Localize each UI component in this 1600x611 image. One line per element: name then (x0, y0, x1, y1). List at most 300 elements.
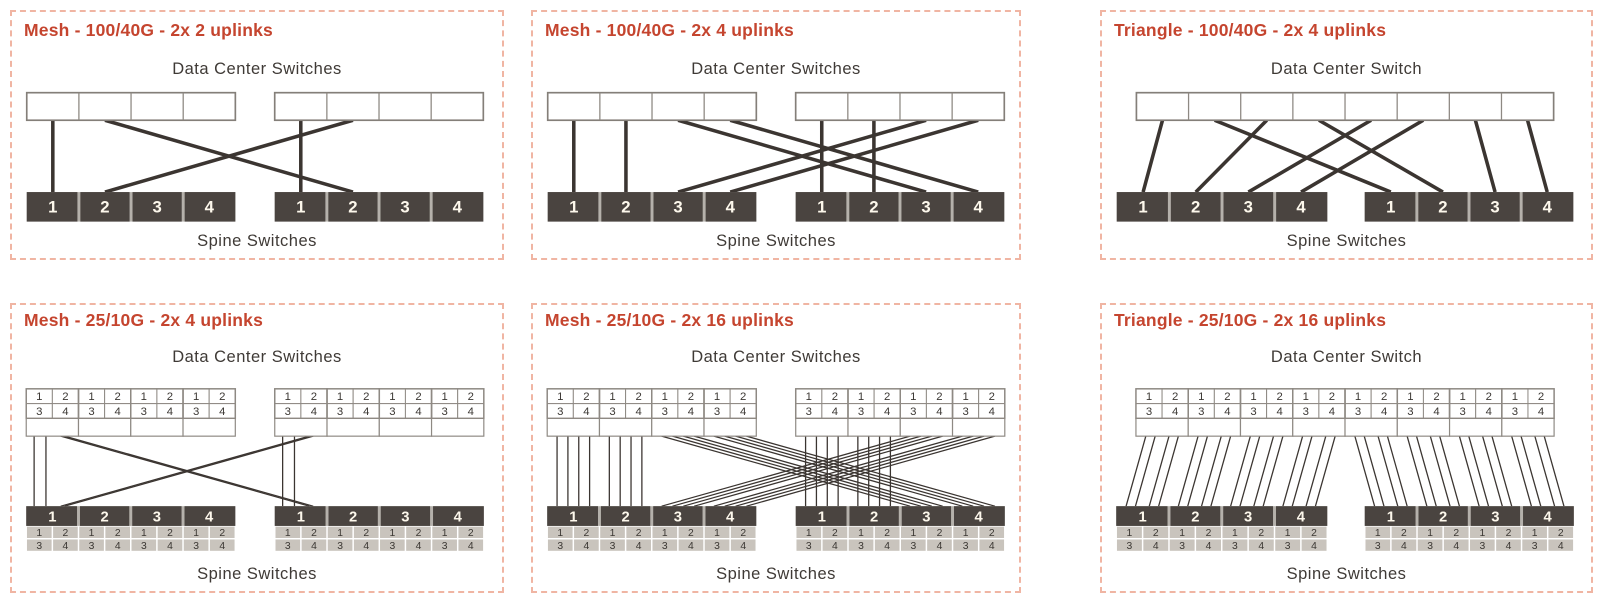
port-number: 4 (1433, 405, 1440, 418)
spine-port-number: 4 (936, 540, 943, 552)
data-center-switch (275, 389, 484, 436)
spine-port-number: 3 (714, 540, 720, 552)
spine-port-number: 4 (1401, 540, 1407, 552)
uplink-slot (1450, 418, 1502, 436)
data-center-switch-label: Data Center Switch (1270, 60, 1423, 78)
port-number: 3 (1250, 405, 1257, 418)
port-number: 2 (1485, 391, 1492, 404)
spine-number: 1 (296, 197, 306, 217)
spine-port-number: 1 (1179, 527, 1186, 539)
data-center-switch (27, 93, 236, 121)
uplink-cable (1459, 436, 1479, 506)
uplink-cable (1248, 120, 1371, 192)
port-number: 3 (1407, 405, 1414, 418)
spine-port-number: 2 (114, 527, 121, 539)
uplink-slot (900, 418, 952, 436)
spine-port-number: 3 (1427, 540, 1433, 552)
uplink-cables (574, 120, 978, 192)
spine-port-number: 3 (1232, 540, 1238, 552)
port-number: 2 (114, 391, 121, 404)
port-number: 4 (1276, 405, 1283, 418)
spine-number: 4 (726, 509, 735, 526)
spine-port-number: 1 (962, 527, 969, 539)
port-number: 4 (467, 405, 474, 418)
uplink-cable (1263, 436, 1283, 506)
spine-port-number: 1 (805, 527, 812, 539)
spine-port-number: 3 (284, 540, 291, 552)
uplink-slot (953, 418, 1005, 436)
spine-port-number: 4 (114, 540, 121, 552)
spine-number: 1 (1138, 509, 1147, 526)
uplink-slot (1397, 418, 1449, 436)
spine-port-number: 1 (1126, 527, 1133, 539)
port-number: 3 (857, 405, 865, 418)
port-number: 2 (310, 391, 318, 404)
spine-number: 4 (453, 509, 462, 526)
spine-port-number: 3 (389, 540, 396, 552)
port-number: 1 (1407, 391, 1414, 404)
port-number: 1 (36, 391, 43, 404)
spine-port-number: 4 (467, 540, 474, 552)
spine-port-number: 3 (1479, 540, 1486, 552)
spine-number: 4 (1543, 509, 1552, 526)
port-number: 4 (1485, 405, 1492, 418)
spine-port-number: 2 (635, 527, 642, 539)
uplink-cable (1512, 436, 1532, 506)
spine-number: 3 (922, 509, 931, 526)
spine-port-number: 3 (1531, 540, 1538, 552)
port-number: 1 (962, 391, 969, 404)
spine-port-number: 2 (1505, 527, 1512, 539)
spine-port-number: 1 (910, 527, 917, 539)
spine-port-number: 4 (1152, 540, 1159, 552)
spine-port-number: 3 (36, 540, 43, 552)
data-center-switch (26, 389, 235, 436)
spine-port-number: 3 (441, 540, 448, 552)
spine-port-number: 4 (635, 540, 642, 552)
port-number: 2 (219, 391, 226, 404)
spine-number: 3 (401, 509, 410, 526)
port-number: 4 (740, 405, 747, 418)
port-number: 3 (36, 405, 43, 418)
spine-port-number: 4 (884, 540, 891, 552)
port-number: 2 (363, 391, 370, 404)
spine-number: 1 (296, 509, 306, 526)
spine-switch-group (1116, 506, 1327, 552)
panel-mesh-100-40g-2x-2-uplinks (10, 10, 504, 260)
port-number: 3 (192, 405, 200, 418)
spine-port-number: 4 (1557, 540, 1564, 552)
port-number: 3 (805, 405, 812, 418)
spine-port-number: 2 (740, 527, 747, 539)
spine-port-number: 4 (583, 540, 590, 552)
spine-port-number: 4 (740, 540, 747, 552)
port-number: 4 (415, 405, 422, 418)
uplink-slot (547, 418, 599, 436)
port-number: 1 (1354, 391, 1362, 404)
uplink-slot (183, 418, 235, 436)
spine-port-number: 2 (62, 527, 69, 539)
port-number: 3 (88, 405, 95, 418)
spine-port-number: 1 (1427, 527, 1433, 539)
port-number: 3 (441, 405, 448, 418)
spine-number: 3 (152, 197, 162, 217)
port-number: 4 (1224, 405, 1231, 418)
port-number: 4 (1537, 405, 1545, 418)
spine-port-number: 2 (467, 527, 474, 539)
spine-number: 4 (1542, 197, 1552, 217)
data-center-switches-label: Data Center Switches (172, 60, 342, 78)
topology-diagram (12, 12, 502, 258)
spine-port-number: 1 (193, 527, 199, 539)
port-number: 4 (988, 405, 995, 418)
port-number: 2 (1381, 391, 1388, 404)
panel-mesh-25-10g-2x-16-uplinks (531, 303, 1021, 593)
uplink-cable (1475, 120, 1495, 192)
spine-port-number: 2 (1557, 527, 1564, 539)
data-center-switches-label: Data Center Switches (691, 60, 861, 78)
port-number: 4 (635, 405, 642, 418)
spine-port-number: 4 (62, 540, 69, 552)
uplink-cables (1126, 436, 1564, 506)
panel-title: Mesh - 100/40G - 2x 4 uplinks (545, 20, 794, 40)
spine-port-number: 2 (167, 527, 173, 539)
spine-switch-group (1365, 506, 1574, 552)
data-center-switches-label: Data Center Switches (172, 348, 342, 366)
port-number: 2 (1328, 391, 1336, 404)
data-center-switch (275, 93, 484, 121)
spine-port-number: 2 (936, 527, 943, 539)
spine-port-number: 3 (193, 540, 199, 552)
uplink-slot (26, 418, 78, 436)
port-number: 2 (1433, 391, 1440, 404)
port-number: 2 (166, 391, 174, 404)
port-number: 3 (1459, 405, 1466, 418)
spine-number: 2 (869, 197, 879, 217)
spine-switch-group (796, 506, 1005, 552)
uplink-cable (1407, 436, 1427, 506)
spine-switch-group (548, 192, 757, 222)
port-number: 1 (1145, 391, 1153, 404)
port-number: 1 (441, 391, 448, 404)
port-number: 1 (857, 391, 865, 404)
port-number: 1 (389, 391, 396, 404)
port-number: 4 (62, 405, 69, 418)
port-number: 3 (1198, 405, 1205, 418)
port-number: 2 (583, 391, 590, 404)
port-number: 1 (88, 391, 95, 404)
spine-port-number: 1 (1531, 527, 1538, 539)
data-center-switch (796, 93, 1005, 121)
spine-number: 2 (621, 197, 631, 217)
spine-port-number: 4 (988, 540, 995, 552)
uplink-cable (1544, 436, 1564, 506)
spine-number: 1 (817, 197, 827, 217)
uplink-cable (1211, 436, 1231, 506)
port-number: 1 (1198, 391, 1205, 404)
port-number: 3 (336, 405, 344, 418)
spine-port-number: 2 (363, 527, 370, 539)
uplink-cable (1231, 436, 1251, 506)
panel-title: Triangle - 100/40G - 2x 4 uplinks (1114, 20, 1387, 40)
uplink-cable (1387, 436, 1407, 506)
port-number: 1 (910, 391, 917, 404)
spine-port-number: 3 (1284, 540, 1291, 552)
spine-switch-group (27, 192, 236, 222)
uplink-slot (432, 418, 484, 436)
spine-number: 2 (100, 197, 110, 217)
data-center-switch (1136, 93, 1553, 121)
port-number: 4 (114, 405, 121, 418)
panel-mesh-25-10g-2x-4-uplinks (10, 303, 504, 593)
spine-number: 2 (1191, 197, 1201, 217)
uplink-slot (327, 418, 379, 436)
spine-port-number: 2 (415, 527, 422, 539)
spine-port-number: 2 (988, 527, 995, 539)
port-number: 4 (687, 405, 695, 418)
spine-number: 4 (1296, 509, 1306, 526)
port-number: 3 (910, 405, 917, 418)
spine-port-number: 1 (609, 527, 616, 539)
uplink-slot (848, 418, 900, 436)
spine-number: 2 (100, 509, 109, 526)
spine-number: 3 (400, 197, 410, 217)
spine-switches-label: Spine Switches (1286, 565, 1407, 583)
spine-number: 1 (1386, 509, 1395, 526)
spine-port-number: 1 (140, 527, 147, 539)
spine-port-number: 2 (884, 527, 891, 539)
data-center-switch (796, 389, 1005, 436)
spine-number: 3 (1244, 509, 1253, 526)
spine-port-number: 1 (1479, 527, 1486, 539)
spine-port-number: 2 (583, 527, 590, 539)
spine-port-number: 3 (88, 540, 95, 552)
port-number: 3 (1302, 405, 1309, 418)
spine-number: 2 (621, 509, 630, 526)
spine-port-number: 4 (363, 540, 370, 552)
spine-port-number: 1 (36, 527, 43, 539)
port-number: 3 (557, 405, 564, 418)
port-number: 3 (713, 405, 721, 418)
spine-port-number: 4 (415, 540, 422, 552)
uplink-cable (1528, 120, 1548, 192)
spine-number: 4 (205, 509, 214, 526)
uplink-slot (1188, 418, 1240, 436)
port-number: 3 (1145, 405, 1153, 418)
uplink-slot (1502, 418, 1554, 436)
topology-diagram (1102, 305, 1591, 591)
port-number: 2 (1224, 391, 1231, 404)
spine-number: 3 (1490, 197, 1500, 217)
spine-switches-label: Spine Switches (197, 565, 317, 583)
port-number: 1 (284, 391, 291, 404)
port-number: 1 (805, 391, 812, 404)
spine-port-number: 3 (1126, 540, 1133, 552)
uplink-cables (34, 436, 313, 506)
spine-port-number: 2 (688, 527, 694, 539)
port-number: 1 (1302, 391, 1309, 404)
spine-port-number: 3 (140, 540, 147, 552)
port-number: 2 (740, 391, 747, 404)
spine-port-number: 1 (441, 527, 448, 539)
panel-triangle-100-40g-2x-4-uplinks (1100, 10, 1593, 260)
spine-number: 1 (48, 197, 58, 217)
spine-number: 4 (452, 197, 462, 217)
uplink-cable (1159, 436, 1179, 506)
spine-number: 1 (1138, 197, 1148, 217)
spine-port-number: 2 (219, 527, 226, 539)
spine-port-number: 4 (1453, 540, 1460, 552)
spine-number: 2 (1191, 509, 1200, 526)
spine-switch-group (26, 506, 235, 552)
spine-port-number: 1 (389, 527, 396, 539)
spine-switch-group (1117, 192, 1328, 222)
spine-port-number: 3 (557, 540, 564, 552)
uplink-cable (1315, 436, 1335, 506)
uplink-slot (796, 418, 848, 436)
spine-port-number: 3 (661, 540, 668, 552)
topology-diagram (1102, 12, 1591, 258)
spine-number: 1 (569, 197, 579, 217)
spine-switches-label: Spine Switches (1286, 232, 1407, 250)
uplink-slot (1345, 418, 1397, 436)
spine-number: 2 (1438, 197, 1448, 217)
uplink-slot (599, 418, 651, 436)
port-number: 1 (336, 391, 344, 404)
spine-port-number: 4 (1205, 540, 1212, 552)
spine-port-number: 1 (284, 527, 291, 539)
spine-port-number: 3 (337, 540, 343, 552)
spine-port-number: 4 (1258, 540, 1265, 552)
uplink-cable (1319, 120, 1443, 192)
uplink-cables (557, 436, 995, 506)
port-number: 4 (831, 405, 839, 418)
port-number: 2 (62, 391, 69, 404)
spine-port-number: 3 (1374, 540, 1381, 552)
spine-port-number: 1 (1374, 527, 1381, 539)
spine-port-number: 2 (1453, 527, 1460, 539)
spine-port-number: 2 (1311, 527, 1317, 539)
spine-port-number: 2 (1258, 527, 1265, 539)
spine-switches-label: Spine Switches (716, 565, 836, 583)
spine-number: 4 (204, 197, 214, 217)
spine-port-number: 3 (609, 540, 616, 552)
spine-port-number: 4 (311, 540, 317, 552)
spine-number: 3 (1491, 509, 1500, 526)
spine-number: 3 (921, 197, 931, 217)
port-number: 2 (1276, 391, 1283, 404)
spine-switch-group (275, 192, 484, 222)
spine-number: 3 (1243, 197, 1254, 217)
spine-number: 1 (1386, 197, 1396, 217)
spine-port-number: 2 (311, 527, 317, 539)
spine-port-number: 2 (1401, 527, 1407, 539)
panel-title: Triangle - 25/10G - 2x 16 uplinks (1114, 310, 1387, 330)
port-number: 4 (1381, 405, 1388, 418)
uplink-slot (1136, 418, 1188, 436)
port-number: 3 (661, 405, 668, 418)
uplink-cable (1126, 436, 1146, 506)
port-number: 2 (635, 391, 642, 404)
port-number: 2 (467, 391, 474, 404)
spine-number: 2 (349, 509, 358, 526)
spine-port-number: 4 (1311, 540, 1317, 552)
panel-title: Mesh - 100/40G - 2x 2 uplinks (24, 20, 273, 40)
uplink-slot (1240, 418, 1292, 436)
port-number: 1 (661, 391, 668, 404)
spine-port-number: 3 (910, 540, 917, 552)
port-number: 2 (1171, 391, 1179, 404)
spine-port-number: 1 (1284, 527, 1291, 539)
topology-diagram (533, 12, 1019, 258)
uplink-slot (131, 418, 183, 436)
port-number: 3 (1511, 405, 1519, 418)
port-number: 4 (363, 405, 370, 418)
port-number: 2 (936, 391, 943, 404)
spine-number: 1 (48, 509, 57, 526)
spine-switch-group (796, 192, 1005, 222)
spine-port-number: 1 (557, 527, 564, 539)
spine-port-number: 2 (1205, 527, 1212, 539)
spine-port-number: 2 (832, 527, 838, 539)
uplink-cable (1440, 436, 1460, 506)
spine-number: 4 (725, 197, 735, 217)
port-number: 1 (1459, 391, 1466, 404)
uplink-slot (275, 418, 327, 436)
spine-number: 3 (152, 509, 162, 526)
spine-port-number: 1 (714, 527, 720, 539)
port-number: 3 (140, 405, 147, 418)
spine-port-number: 4 (688, 540, 694, 552)
port-number: 1 (140, 391, 147, 404)
uplink-cable (1143, 120, 1162, 192)
port-number: 1 (1250, 391, 1257, 404)
spine-number: 3 (673, 197, 683, 217)
port-number: 2 (1537, 391, 1545, 404)
port-number: 4 (884, 405, 891, 418)
port-number: 2 (415, 391, 422, 404)
port-number: 3 (284, 405, 291, 418)
spine-switch-group (275, 506, 484, 552)
spine-number: 1 (569, 509, 578, 526)
port-number: 2 (884, 391, 891, 404)
uplink-cable (1283, 436, 1303, 506)
port-number: 4 (1171, 405, 1179, 418)
uplink-cable (1355, 436, 1375, 506)
spine-port-number: 4 (167, 540, 173, 552)
uplink-cables (53, 120, 353, 192)
spine-port-number: 1 (337, 527, 343, 539)
spine-port-number: 4 (832, 540, 838, 552)
uplink-cable (1178, 436, 1198, 506)
data-center-switch-label: Data Center Switch (1270, 348, 1423, 366)
spine-port-number: 1 (858, 527, 864, 539)
port-number: 3 (1354, 405, 1362, 418)
spine-number: 2 (348, 197, 358, 217)
port-number: 4 (310, 405, 318, 418)
uplink-cable (1492, 436, 1512, 506)
port-number: 3 (962, 405, 969, 418)
port-number: 4 (166, 405, 174, 418)
port-number: 1 (609, 391, 616, 404)
spine-number: 4 (1296, 197, 1306, 217)
panel-mesh-100-40g-2x-4-uplinks (531, 10, 1021, 260)
port-number: 3 (389, 405, 396, 418)
spine-port-number: 3 (858, 540, 864, 552)
spine-port-number: 1 (661, 527, 668, 539)
port-number: 1 (713, 391, 721, 404)
uplink-slot (379, 418, 431, 436)
